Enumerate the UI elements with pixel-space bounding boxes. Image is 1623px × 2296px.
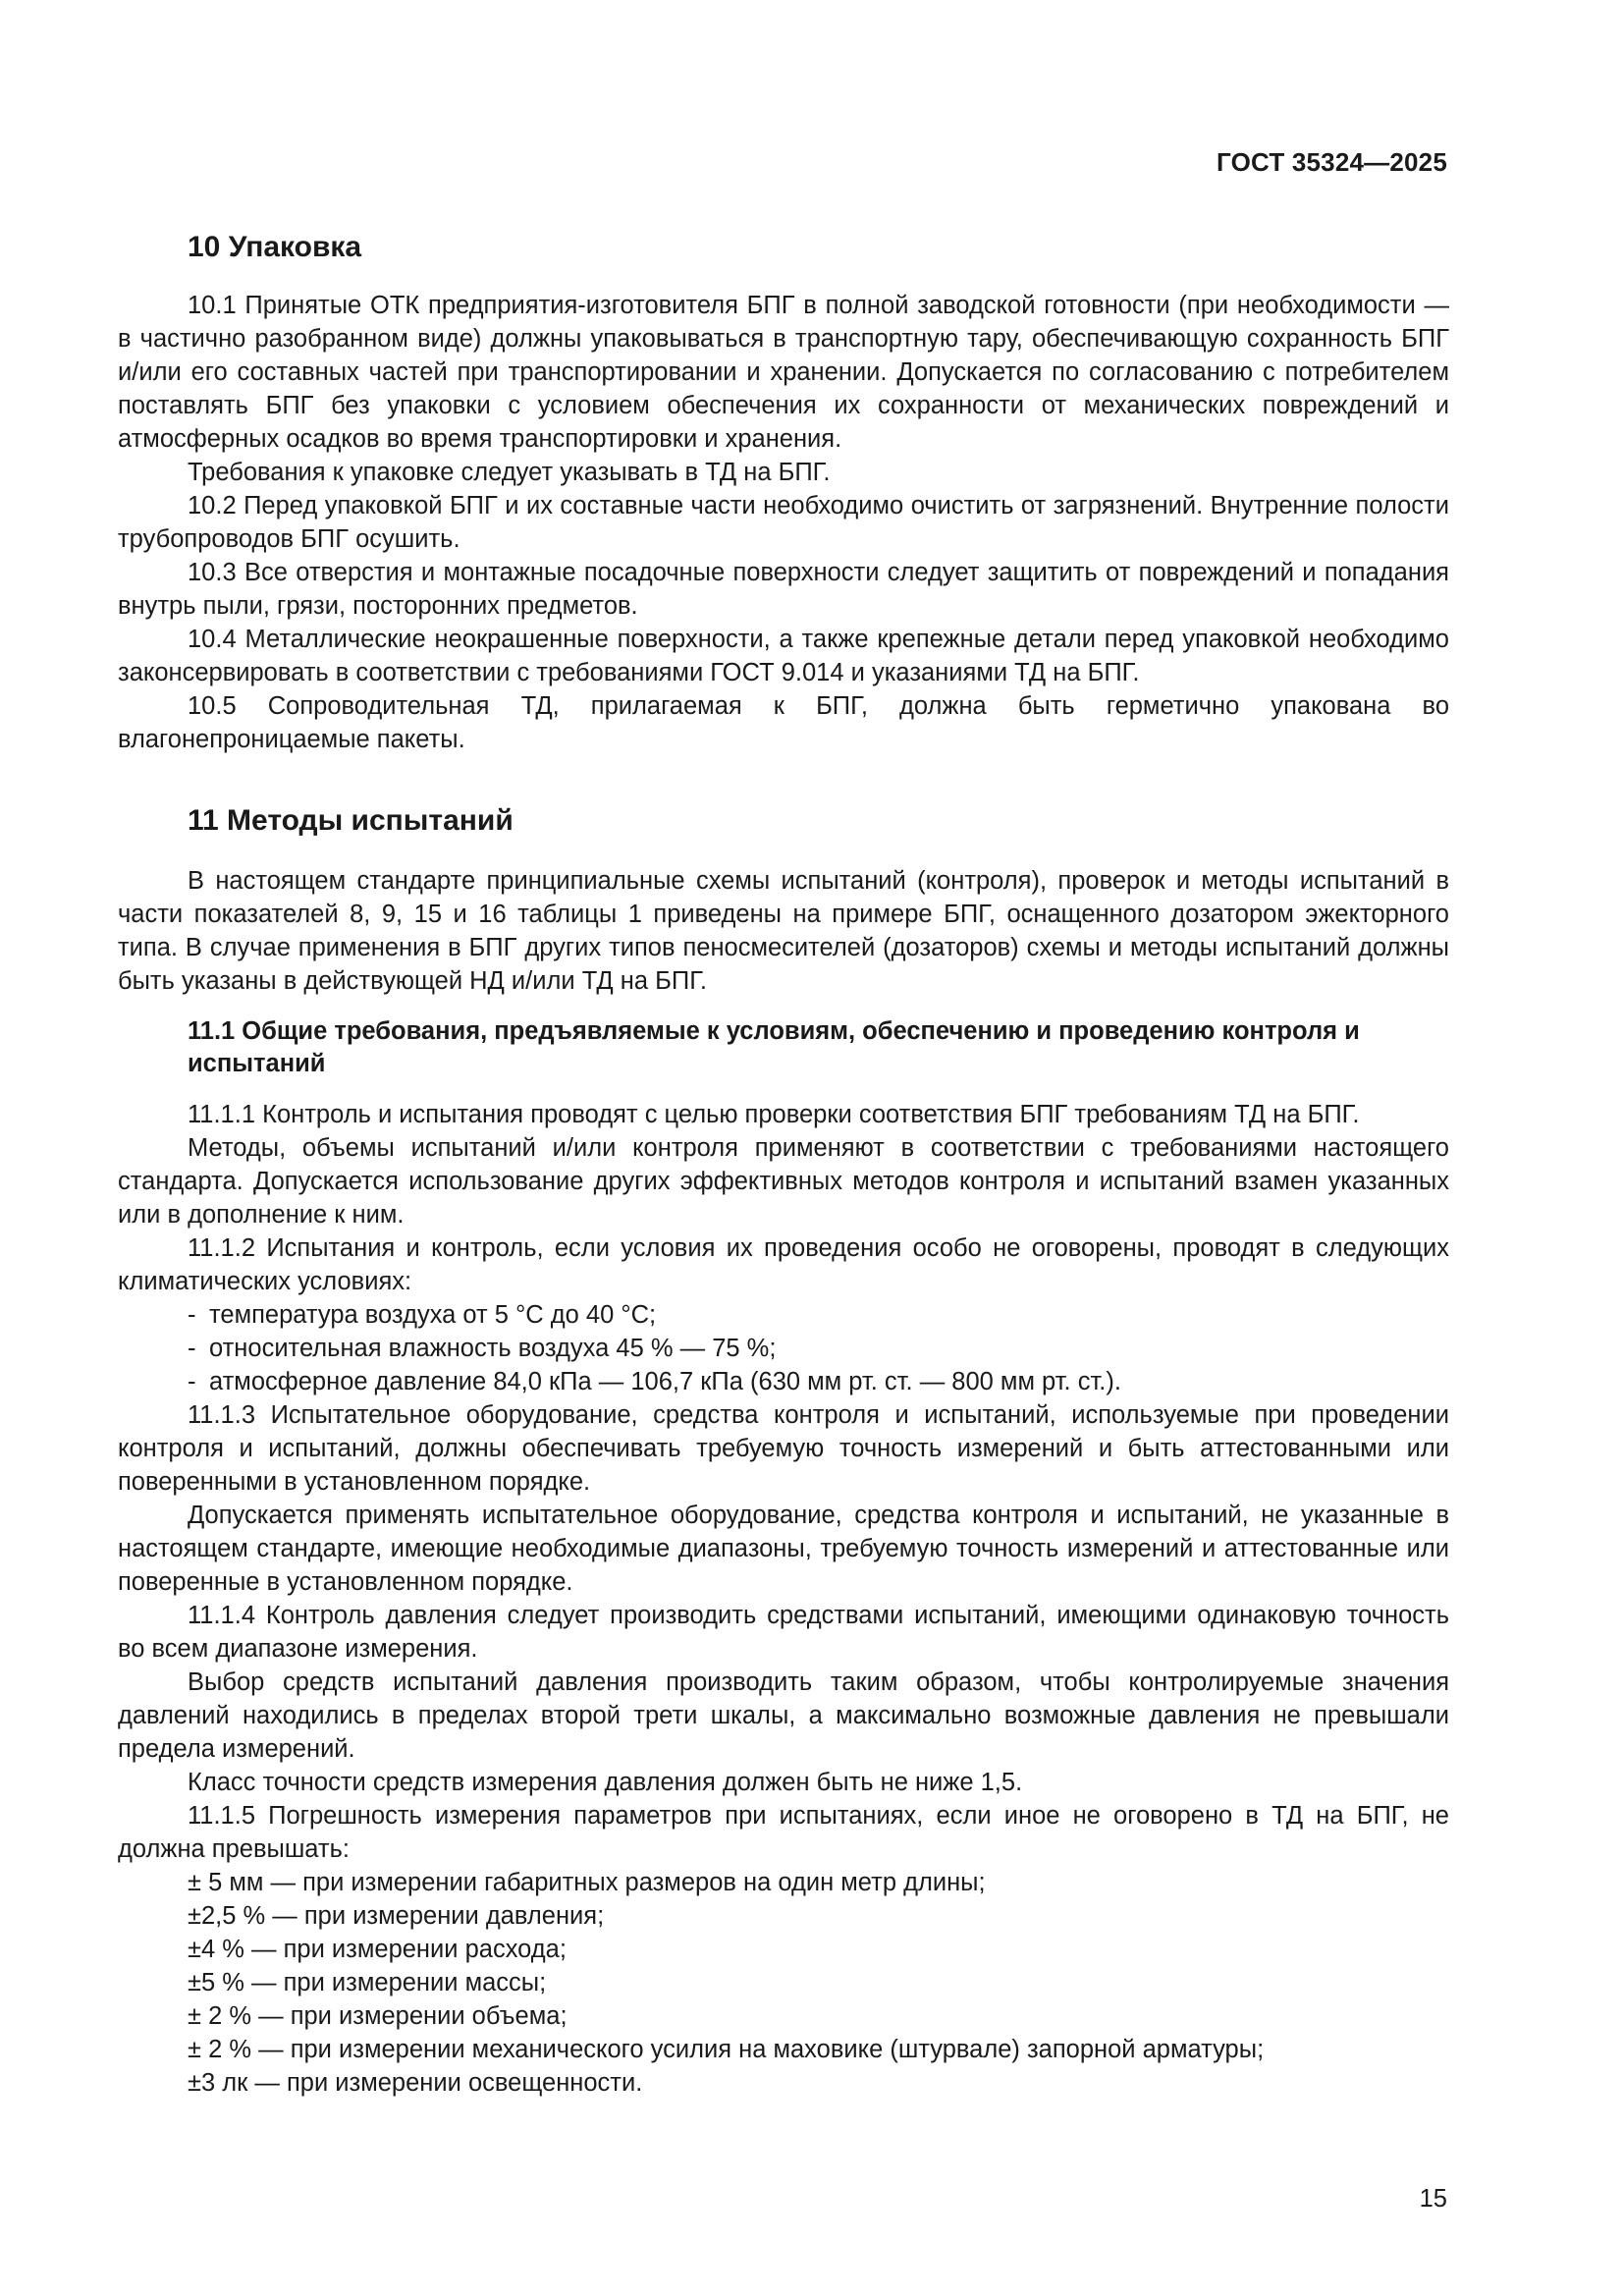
page-number: 15	[1419, 2185, 1447, 2213]
list-item: ± 2 % — при измерении механического усилия на маховике (штурвале) запорной арматуры;	[188, 2036, 1265, 2063]
dash-bullet: -	[188, 1335, 196, 1362]
list-item	[118, 1298, 1449, 1332]
section-10-heading: 10 Упаковка	[188, 231, 362, 263]
clause-11-1-1: 11.1.1 Контроль и испытания проводят с целью проверки соответствия БПГ требованиям ТД на БПГ.	[188, 1101, 1360, 1128]
list-item: ±3 лк — при измерении освещенности.	[188, 2069, 643, 2097]
list-item-text: температура воздуха от 5 °С до 40 °С;	[209, 1301, 657, 1329]
clause-11-1-2: 11.1.2 Испытания и контроль, если условия их проведения особо не оговорены, проводят в следующих климатических условиях:	[118, 1234, 1449, 1295]
clause-10-1-note: Требования к упаковке следует указывать в ТД на БПГ.	[188, 459, 831, 486]
clause-11-1-4-selection: Выбор средств испытаний давления производить таким образом, чтобы контролируемые значения давлений находились в пределах второй трети шкалы, а максимально возможные давления не превышали предела измерений.	[118, 1668, 1449, 1763]
measurement-tolerances-list	[118, 1866, 1449, 2100]
list-item: ±2,5 % — при измерении давления;	[188, 1902, 605, 1930]
list-item: ±4 % — при измерении расхода;	[188, 1936, 567, 1963]
clause-10-4: 10.4 Металлические неокрашенные поверхности, а также крепежные детали перед упаковкой необходимо законсервировать в соответствии с требованиями ГОСТ 9.014 и указаниями ТД на БПГ.	[118, 626, 1449, 686]
clause-11-1-4: 11.1.4 Контроль давления следует производить средствами испытаний, имеющими одинаковую точность во всем диапазоне измерения.	[118, 1602, 1449, 1663]
list-item-text: относительная влажность воздуха 45 % — 75 %;	[209, 1335, 777, 1362]
list-item: ± 5 мм — при измерении габаритных размеров на один метр длины;	[188, 1869, 986, 1896]
list-item: ±5 % — при измерении массы;	[188, 1969, 547, 1996]
list-item-text: атмосферное давление 84,0 кПа — 106,7 кПа (630 мм рт. ст. — 800 мм рт. ст.).	[209, 1368, 1121, 1395]
clause-11-1-1-methods: Методы, объемы испытаний и/или контроля применяют в соответствии с требованиями настоящего стандарта. Допускается использование других эффективных методов контроля и испытаний взамен указанных или в дополнение к ним.	[118, 1134, 1449, 1229]
dash-bullet: -	[188, 1368, 196, 1395]
clause-11-1-4-accuracy-class: Класс точности средств измерения давления должен быть не ниже 1,5.	[188, 1769, 1023, 1796]
dash-bullet: -	[188, 1301, 196, 1329]
section-11-heading: 11 Методы испытаний	[188, 804, 514, 837]
clause-11-1-3-allowance: Допускается применять испытательное оборудование, средства контроля и испытаний, не указанные в настоящем стандарте, имеющие необходимые диапазоны, требуемую точность измерений и аттестованные или поверенные в установленном порядке.	[118, 1502, 1449, 1596]
subsection-11-1-heading: 11.1 Общие требования, предъявляемые к условиям, обеспечению и проведению контроля и испытаний	[188, 1017, 1360, 1077]
clause-10-2: 10.2 Перед упаковкой БПГ и их составные части необходимо очистить от загрязнений. Внутренние полости трубопроводов БПГ осушить.	[118, 492, 1449, 553]
list-item: ± 2 % — при измерении объема;	[188, 2002, 568, 2030]
clause-10-1: 10.1 Принятые ОТК предприятия-изготовителя БПГ в полной заводской готовности (при необходимости — в частично разобранном виде) должны упаковываться в транспортную тару, обеспечивающую сохранность БПГ и/или его составных частей при транспортировании и хранении. Допускается по согласованию с потребителем поставлять БПГ без упаковки с условием обеспечения их сохранности от механических повреждений и атмосферных осадков во время транспортировки и хранения.	[118, 292, 1449, 453]
clause-11-1-5: 11.1.5 Погрешность измерения параметров при испытаниях, если иное не оговорено в ТД на БПГ, не должна превышать:	[118, 1802, 1449, 1863]
clause-10-5: 10.5 Сопроводительная ТД, прилагаемая к БПГ, должна быть герметично упакована во влагонепроницаемые пакеты.	[118, 692, 1449, 753]
list-item	[118, 1332, 1449, 1365]
list-item	[118, 1365, 1449, 1398]
page-content	[118, 228, 1449, 2100]
section-11-intro: В настоящем стандарте принципиальные схемы испытаний (контроля), проверок и методы испытаний в части показателей 8, 9, 15 и 16 таблицы 1 приведены на примере БПГ, оснащенного дозатором эжекторного типа. В случае применения в БПГ других типов пеносмесителей (дозаторов) схемы и методы испытаний должны быть указаны в действующей НД и/или ТД на БПГ.	[118, 867, 1449, 995]
clause-10-3: 10.3 Все отверстия и монтажные посадочные поверхности следует защитить от повреждений и попадания внутрь пыли, грязи, посторонних предметов.	[118, 559, 1449, 620]
climatic-conditions-list	[118, 1298, 1449, 1398]
standard-designation: ГОСТ 35324—2025	[1217, 147, 1447, 177]
clause-11-1-3: 11.1.3 Испытательное оборудование, средства контроля и испытаний, используемые при проведении контроля и испытаний, должны обеспечивать требуемую точность измерений и быть аттестованными или поверенными в установленном порядке.	[118, 1401, 1449, 1496]
